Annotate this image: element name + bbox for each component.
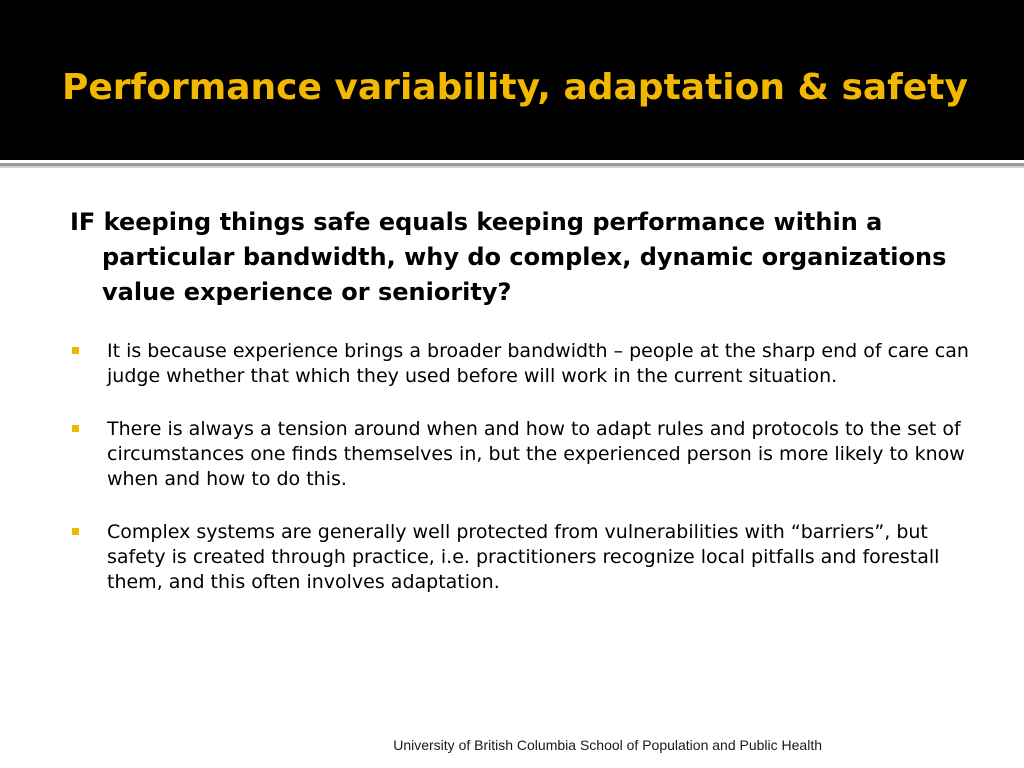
title-bar [0, 0, 1024, 160]
bullet-item [70, 417, 970, 492]
slide-content [70, 205, 970, 622]
slide-title: Performance variability, adaptation & safety [62, 67, 968, 108]
footer-institution: University of British Columbia School of Population and Public Health [393, 737, 822, 753]
square-bullet-icon [72, 347, 79, 354]
bullet-list [70, 339, 970, 594]
bullet-item [70, 339, 970, 389]
bullet-text: Complex systems are generally well protected from vulnerabilities with “barriers”, but safety is created through practice, i.e. practitioners recognize local pitfalls and forestall them, and this often involves adaptation. [107, 520, 940, 593]
bullet-text: There is always a tension around when and how to adapt rules and protocols to the set of circumstances one finds themselves in, but the experienced person is more likely to know when and how to do this. [107, 418, 965, 490]
lead-question: IF keeping things safe equals keeping performance within a particular bandwidth, why do complex, dynamic organizations value experience or seniority? [70, 208, 947, 306]
bullet-item [70, 520, 970, 595]
bullet-text: It is because experience brings a broader bandwidth – people at the sharp end of care can judge whether that which they used before will work in the current situation. [107, 340, 969, 388]
square-bullet-icon [72, 528, 79, 535]
square-bullet-icon [72, 425, 79, 432]
title-divider-light [0, 166, 1024, 168]
